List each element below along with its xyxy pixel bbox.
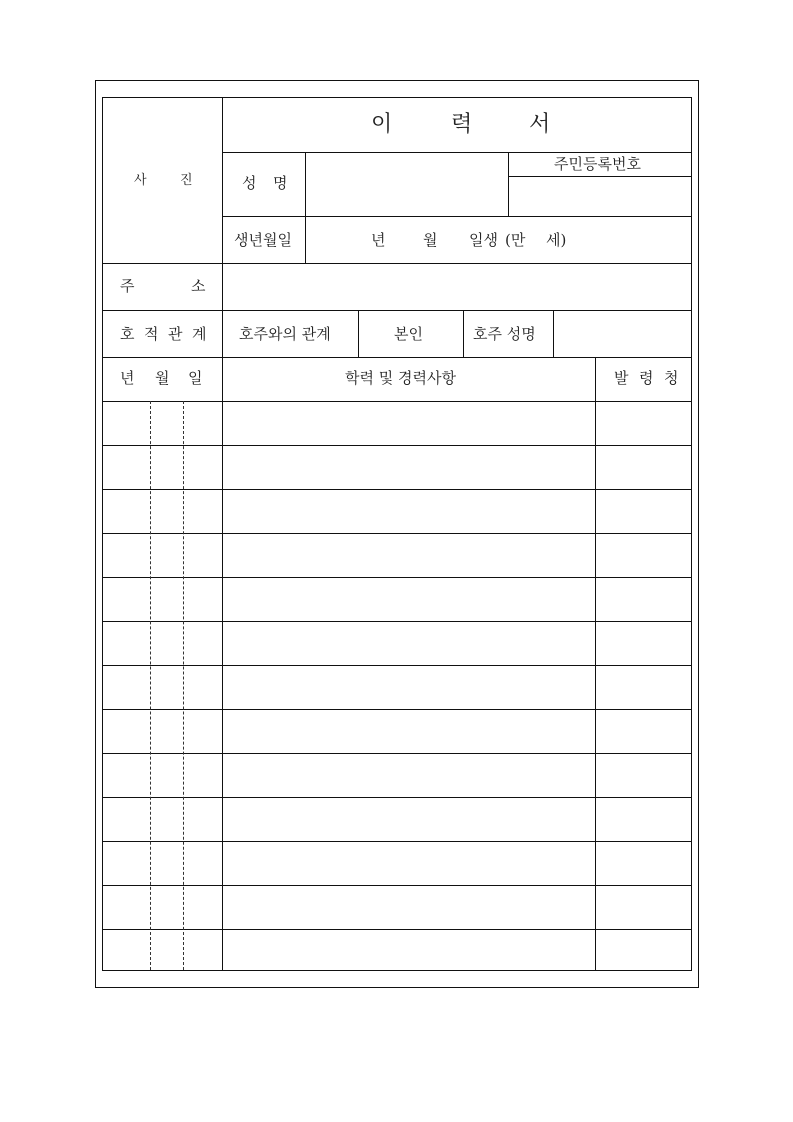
history-issuer-header-char-1: 발 [614, 369, 629, 387]
history-day-cell[interactable] [184, 666, 222, 709]
history-month-cell[interactable] [151, 446, 183, 489]
history-year-cell[interactable] [103, 798, 150, 841]
history-day-cell[interactable] [184, 710, 222, 753]
history-month-cell[interactable] [151, 798, 183, 841]
history-content-cell[interactable] [223, 446, 595, 489]
history-issuer-cell[interactable] [596, 534, 691, 577]
history-content-header: 학력 및 경력사항 [345, 369, 456, 387]
history-content-cell[interactable] [223, 402, 595, 445]
history-month-cell[interactable] [151, 886, 183, 929]
history-content-cell[interactable] [223, 622, 595, 665]
history-year-cell[interactable] [103, 754, 150, 797]
name-label-char-1: 성 [242, 174, 257, 192]
history-issuer-cell[interactable] [596, 754, 691, 797]
age-open: (만 [505, 231, 526, 249]
history-year-cell[interactable] [103, 710, 150, 753]
birth-day-unit: 일생 [469, 231, 498, 249]
relation-label-right-line [358, 310, 359, 357]
self-right-line [463, 310, 464, 357]
history-day-cell[interactable] [184, 534, 222, 577]
history-day-cell[interactable] [184, 930, 222, 973]
history-day-cell[interactable] [184, 842, 222, 885]
history-content-cell[interactable] [223, 710, 595, 753]
history-year-cell[interactable] [103, 446, 150, 489]
photo-label-char-2: 진 [180, 173, 193, 188]
family-relation-char-3: 관 [168, 325, 183, 343]
history-month-cell[interactable] [151, 622, 183, 665]
family-row-bottom-line [103, 357, 691, 358]
history-year-cell[interactable] [103, 578, 150, 621]
history-issuer-cell[interactable] [596, 490, 691, 533]
head-name-field[interactable] [554, 311, 691, 357]
history-year-cell[interactable] [103, 622, 150, 665]
birth-month-unit: 월 [423, 231, 438, 249]
history-year-cell[interactable] [103, 534, 150, 577]
family-relation-char-2: 적 [144, 325, 159, 343]
history-content-cell[interactable] [223, 842, 595, 885]
history-year-cell[interactable] [103, 666, 150, 709]
history-date-header-day: 일 [188, 369, 203, 387]
title-char-3: 서 [529, 112, 551, 137]
birth-year-unit: 년 [371, 231, 386, 249]
photo-label-char-1: 사 [134, 173, 147, 188]
history-issuer-cell[interactable] [596, 886, 691, 929]
history-content-cell[interactable] [223, 798, 595, 841]
history-month-cell[interactable] [151, 842, 183, 885]
history-issuer-cell[interactable] [596, 710, 691, 753]
history-content-cell[interactable] [223, 534, 595, 577]
history-year-cell[interactable] [103, 402, 150, 445]
history-day-cell[interactable] [184, 446, 222, 489]
history-month-cell[interactable] [151, 710, 183, 753]
resident-number-label: 주민등록번호 [554, 155, 641, 173]
history-date-header-month: 월 [155, 369, 170, 387]
history-issuer-header-char-3: 청 [664, 369, 679, 387]
resume-form [102, 97, 692, 971]
history-issuer-cell[interactable] [596, 578, 691, 621]
history-day-cell[interactable] [184, 798, 222, 841]
history-month-cell[interactable] [151, 402, 183, 445]
history-month-cell[interactable] [151, 578, 183, 621]
history-month-cell[interactable] [151, 754, 183, 797]
history-year-cell[interactable] [103, 490, 150, 533]
history-date-header-year: 년 [120, 369, 135, 387]
title-char-1: 이 [371, 112, 393, 137]
history-day-cell[interactable] [184, 402, 222, 445]
family-relation-char-4: 계 [192, 325, 207, 343]
history-content-cell[interactable] [223, 666, 595, 709]
history-content-cell[interactable] [223, 930, 595, 973]
name-label-char-2: 명 [273, 174, 288, 192]
history-year-cell[interactable] [103, 930, 150, 973]
name-field[interactable] [306, 153, 507, 215]
history-issuer-cell[interactable] [596, 446, 691, 489]
history-day-cell[interactable] [184, 622, 222, 665]
history-issuer-cell[interactable] [596, 622, 691, 665]
resident-number-field[interactable] [509, 177, 691, 215]
history-day-cell[interactable] [184, 490, 222, 533]
history-month-cell[interactable] [151, 930, 183, 973]
title-char-2: 력 [451, 112, 473, 137]
birth-date-field[interactable] [306, 217, 691, 263]
history-issuer-cell[interactable] [596, 666, 691, 709]
self-label: 본인 [394, 325, 423, 343]
address-label-char-2: 소 [191, 277, 206, 295]
family-relation-char-1: 호 [120, 325, 135, 343]
history-issuer-cell[interactable] [596, 930, 691, 973]
history-year-cell[interactable] [103, 886, 150, 929]
history-content-cell[interactable] [223, 578, 595, 621]
history-month-cell[interactable] [151, 534, 183, 577]
history-issuer-cell[interactable] [596, 842, 691, 885]
history-content-cell[interactable] [223, 754, 595, 797]
history-issuer-header-char-2: 령 [639, 369, 654, 387]
history-issuer-cell[interactable] [596, 402, 691, 445]
address-label-char-1: 주 [120, 277, 135, 295]
history-content-cell[interactable] [223, 886, 595, 929]
birth-label: 생년월일 [234, 231, 292, 249]
address-field[interactable] [223, 264, 691, 310]
history-year-cell[interactable] [103, 842, 150, 885]
age-close: 세) [546, 231, 567, 249]
relation-to-head-label: 호주와의 관계 [239, 325, 331, 343]
history-day-cell[interactable] [184, 886, 222, 929]
history-day-cell[interactable] [184, 578, 222, 621]
history-day-cell[interactable] [184, 754, 222, 797]
history-content-cell[interactable] [223, 490, 595, 533]
history-month-cell[interactable] [151, 666, 183, 709]
history-issuer-cell[interactable] [596, 798, 691, 841]
head-name-label: 호주 성명 [473, 325, 536, 343]
history-month-cell[interactable] [151, 490, 183, 533]
